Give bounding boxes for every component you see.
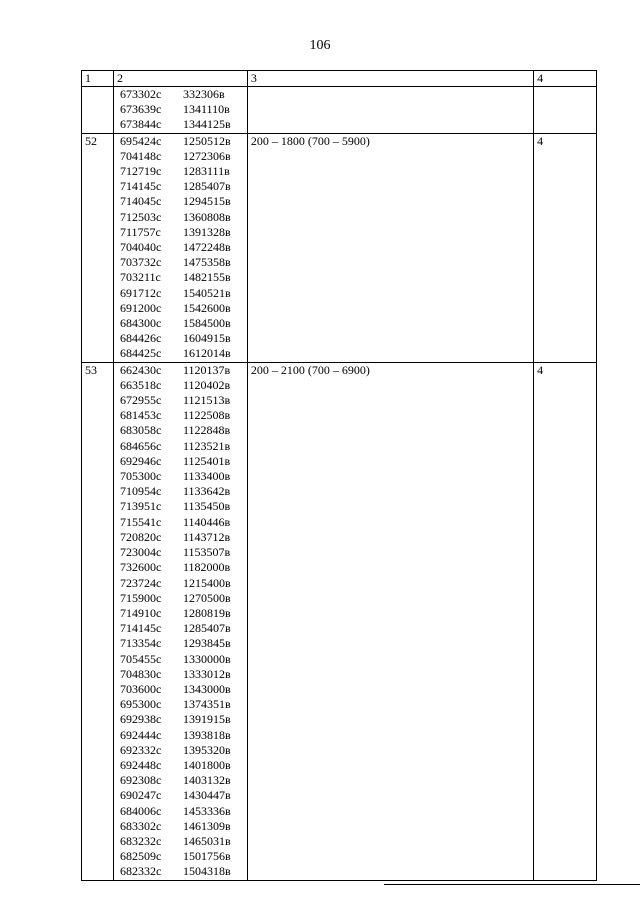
longitude-value: 1472248в bbox=[182, 240, 231, 255]
longitude-value: 1391328в bbox=[182, 224, 231, 239]
coordinate-pair bbox=[117, 255, 244, 270]
latitude-value: 732600с bbox=[119, 560, 162, 575]
coordinate-pair bbox=[117, 270, 244, 285]
coordinate-pair bbox=[117, 164, 244, 179]
longitude-value: 1333012в bbox=[182, 666, 231, 681]
coordinate-pair bbox=[117, 149, 244, 164]
latitude-value: 703600с bbox=[119, 681, 162, 696]
latitude-value: 684006с bbox=[119, 803, 162, 818]
latitude-value: 713951с bbox=[119, 499, 162, 514]
coordinate-pair bbox=[117, 804, 244, 819]
latitude-value: 684656с bbox=[119, 438, 162, 453]
latitude-value: 663518с bbox=[119, 377, 162, 392]
header-col-1: 1 bbox=[82, 71, 114, 87]
coordinate-pair bbox=[117, 240, 244, 255]
longitude-value: 1374351в bbox=[182, 697, 231, 712]
longitude-value: 1341110в bbox=[182, 102, 230, 117]
longitude-value: 1330000в bbox=[182, 651, 231, 666]
latitude-value: 713354с bbox=[119, 636, 162, 651]
longitude-value: 1612014в bbox=[182, 346, 231, 361]
coordinate-pair bbox=[117, 636, 244, 651]
depth-range-cell: 200 – 1800 (700 – 5900) bbox=[247, 133, 533, 362]
coordinate-pair bbox=[117, 87, 244, 102]
coordinate-pair bbox=[117, 652, 244, 667]
latitude-value: 704148с bbox=[119, 148, 162, 163]
coordinate-pair bbox=[117, 301, 244, 316]
longitude-value: 1453336в bbox=[182, 803, 231, 818]
latitude-value: 704830с bbox=[119, 666, 162, 681]
longitude-value: 1294515в bbox=[182, 194, 231, 209]
coordinate-pair bbox=[117, 346, 244, 361]
longitude-value: 1293845в bbox=[182, 636, 231, 651]
latitude-value: 714910с bbox=[119, 605, 162, 620]
longitude-value: 1540521в bbox=[182, 285, 231, 300]
longitude-value: 1143712в bbox=[182, 529, 231, 544]
coordinate-pair bbox=[117, 834, 244, 849]
longitude-value: 1465031в bbox=[182, 833, 231, 848]
bottom-rule bbox=[384, 884, 640, 885]
coordinate-pair bbox=[117, 179, 244, 194]
longitude-value: 1120402в bbox=[182, 377, 231, 392]
longitude-value: 1123521в bbox=[182, 438, 231, 453]
coordinate-pair bbox=[117, 545, 244, 560]
value-cell: 4 bbox=[534, 133, 597, 362]
longitude-value: 332306в bbox=[182, 87, 225, 101]
coordinate-pair bbox=[117, 286, 244, 301]
longitude-value: 1272306в bbox=[182, 148, 231, 163]
latitude-value: 692308с bbox=[119, 773, 162, 788]
value-cell: 4 bbox=[534, 362, 597, 880]
longitude-value: 1122848в bbox=[182, 423, 231, 438]
longitude-value: 1403132в bbox=[182, 773, 231, 788]
coordinate-pair bbox=[117, 515, 244, 530]
coordinate-pair bbox=[117, 423, 244, 438]
longitude-value: 1343000в bbox=[182, 681, 231, 696]
table-row bbox=[82, 362, 597, 880]
coordinate-pair bbox=[117, 560, 244, 575]
coordinate-pair bbox=[117, 194, 244, 209]
latitude-value: 691712с bbox=[119, 285, 162, 300]
latitude-value: 723004с bbox=[119, 545, 162, 560]
header-col-4: 4 bbox=[534, 71, 597, 87]
latitude-value: 683302с bbox=[119, 818, 162, 833]
coordinates-cell bbox=[113, 362, 247, 880]
longitude-value: 1285407в bbox=[182, 179, 231, 194]
longitude-value: 1360808в bbox=[182, 209, 231, 224]
header-col-2: 2 bbox=[113, 71, 247, 87]
table-row bbox=[82, 133, 597, 362]
latitude-value: 662430с bbox=[119, 362, 162, 377]
longitude-value: 1122508в bbox=[182, 408, 231, 423]
longitude-value: 1344125в bbox=[182, 117, 231, 132]
coordinate-pair bbox=[117, 408, 244, 423]
coordinate-pair bbox=[117, 621, 244, 636]
longitude-value: 1501756в bbox=[182, 849, 231, 864]
longitude-value: 1401800в bbox=[182, 757, 231, 772]
coordinate-pair bbox=[117, 743, 244, 758]
latitude-value: 691200с bbox=[119, 300, 162, 315]
latitude-value: 720820с bbox=[119, 529, 162, 544]
row-number: 52 bbox=[82, 133, 114, 362]
longitude-value: 1215400в bbox=[182, 575, 231, 590]
latitude-value: 705455с bbox=[119, 651, 162, 666]
coordinate-pair bbox=[117, 134, 244, 149]
coordinate-pair bbox=[117, 606, 244, 621]
latitude-value: 705300с bbox=[119, 469, 162, 484]
latitude-value: 711757с bbox=[119, 224, 161, 239]
row-number: 53 bbox=[82, 362, 114, 880]
latitude-value: 683232с bbox=[119, 833, 162, 848]
coordinate-pair bbox=[117, 591, 244, 606]
coordinate-pair bbox=[117, 773, 244, 788]
latitude-value: 692946с bbox=[119, 453, 162, 468]
header-col-3: 3 bbox=[247, 71, 533, 87]
latitude-value: 715900с bbox=[119, 590, 162, 605]
latitude-value: 692938с bbox=[119, 712, 162, 727]
coordinate-pair bbox=[117, 316, 244, 331]
latitude-value: 723724с bbox=[119, 575, 162, 590]
page-number: 106 bbox=[309, 38, 331, 53]
coordinates-cell bbox=[113, 133, 247, 362]
longitude-value: 1182000в bbox=[182, 560, 231, 575]
coordinate-pair bbox=[117, 454, 244, 469]
longitude-value: 1133642в bbox=[182, 484, 231, 499]
coordinate-pair bbox=[117, 849, 244, 864]
latitude-value: 695424с bbox=[119, 133, 162, 148]
coordinates-table bbox=[81, 70, 597, 881]
value-cell bbox=[534, 87, 597, 134]
latitude-value: 712719с bbox=[119, 164, 162, 179]
longitude-value: 1133400в bbox=[182, 469, 231, 484]
coordinate-pair bbox=[117, 712, 244, 727]
coordinate-pair bbox=[117, 484, 244, 499]
coordinate-pair bbox=[117, 682, 244, 697]
latitude-value: 692332с bbox=[119, 742, 162, 757]
latitude-value: 692444с bbox=[119, 727, 162, 742]
longitude-value: 1584500в bbox=[182, 316, 231, 331]
longitude-value: 1542600в bbox=[182, 300, 231, 315]
coordinate-pair bbox=[117, 728, 244, 743]
latitude-value: 673844с bbox=[119, 117, 162, 132]
coordinates-cell bbox=[113, 87, 247, 134]
coordinate-pair bbox=[117, 210, 244, 225]
latitude-value: 682332с bbox=[119, 864, 162, 879]
longitude-value: 1135450в bbox=[182, 499, 231, 514]
latitude-value: 692448с bbox=[119, 757, 162, 772]
longitude-value: 1121513в bbox=[182, 393, 231, 408]
longitude-value: 1393818в bbox=[182, 727, 231, 742]
longitude-value: 1391915в bbox=[182, 712, 231, 727]
longitude-value: 1250512в bbox=[182, 133, 231, 148]
longitude-value: 1270500в bbox=[182, 590, 231, 605]
coordinate-pair bbox=[117, 788, 244, 803]
coordinate-pair bbox=[117, 499, 244, 514]
coordinate-pair bbox=[117, 576, 244, 591]
coordinate-pair bbox=[117, 331, 244, 346]
table-header-row bbox=[82, 71, 597, 87]
longitude-value: 1125401в bbox=[182, 453, 231, 468]
longitude-value: 1280819в bbox=[182, 605, 231, 620]
longitude-value: 1140446в bbox=[182, 514, 231, 529]
longitude-value: 1482155в bbox=[182, 270, 231, 285]
latitude-value: 703732с bbox=[119, 255, 162, 270]
coordinate-pair bbox=[117, 819, 244, 834]
latitude-value: 684300с bbox=[119, 316, 162, 331]
latitude-value: 715541с bbox=[119, 514, 162, 529]
coordinate-pair bbox=[117, 667, 244, 682]
latitude-value: 703211с bbox=[119, 270, 161, 285]
latitude-value: 684425с bbox=[119, 346, 162, 361]
longitude-value: 1604915в bbox=[182, 331, 231, 346]
latitude-value: 712503с bbox=[119, 209, 162, 224]
coordinate-pair bbox=[117, 864, 244, 879]
latitude-value: 682509с bbox=[119, 849, 162, 864]
row-number bbox=[82, 87, 114, 134]
table-row bbox=[82, 87, 597, 134]
latitude-value: 681453с bbox=[119, 408, 162, 423]
latitude-value: 683058с bbox=[119, 423, 162, 438]
longitude-value: 1283111в bbox=[182, 164, 230, 179]
longitude-value: 1153507в bbox=[182, 545, 231, 560]
latitude-value: 673302с bbox=[119, 87, 162, 101]
latitude-value: 673639с bbox=[119, 102, 162, 117]
coordinate-pair bbox=[117, 758, 244, 773]
latitude-value: 704040с bbox=[119, 240, 162, 255]
coordinate-pair bbox=[117, 378, 244, 393]
coordinate-pair bbox=[117, 225, 244, 240]
coordinate-pair bbox=[117, 697, 244, 712]
latitude-value: 710954с bbox=[119, 484, 162, 499]
longitude-value: 1285407в bbox=[182, 621, 231, 636]
latitude-value: 714145с bbox=[119, 179, 162, 194]
latitude-value: 684426с bbox=[119, 331, 162, 346]
coordinate-pair bbox=[117, 117, 244, 132]
longitude-value: 1395320в bbox=[182, 742, 231, 757]
coordinate-pair bbox=[117, 363, 244, 378]
latitude-value: 690247с bbox=[119, 788, 162, 803]
longitude-value: 1461309в bbox=[182, 818, 231, 833]
latitude-value: 695300с bbox=[119, 697, 162, 712]
longitude-value: 1504318в bbox=[182, 864, 231, 879]
depth-range-cell: 200 – 2100 (700 – 6900) bbox=[247, 362, 533, 880]
coordinate-pair bbox=[117, 439, 244, 454]
longitude-value: 1120137в bbox=[182, 362, 231, 377]
coordinate-pair bbox=[117, 469, 244, 484]
depth-range-cell bbox=[247, 87, 533, 134]
coordinate-pair bbox=[117, 102, 244, 117]
coordinate-pair bbox=[117, 530, 244, 545]
latitude-value: 714145с bbox=[119, 621, 162, 636]
latitude-value: 672955с bbox=[119, 393, 162, 408]
latitude-value: 714045с bbox=[119, 194, 162, 209]
longitude-value: 1430447в bbox=[182, 788, 231, 803]
longitude-value: 1475358в bbox=[182, 255, 231, 270]
coordinate-pair bbox=[117, 393, 244, 408]
